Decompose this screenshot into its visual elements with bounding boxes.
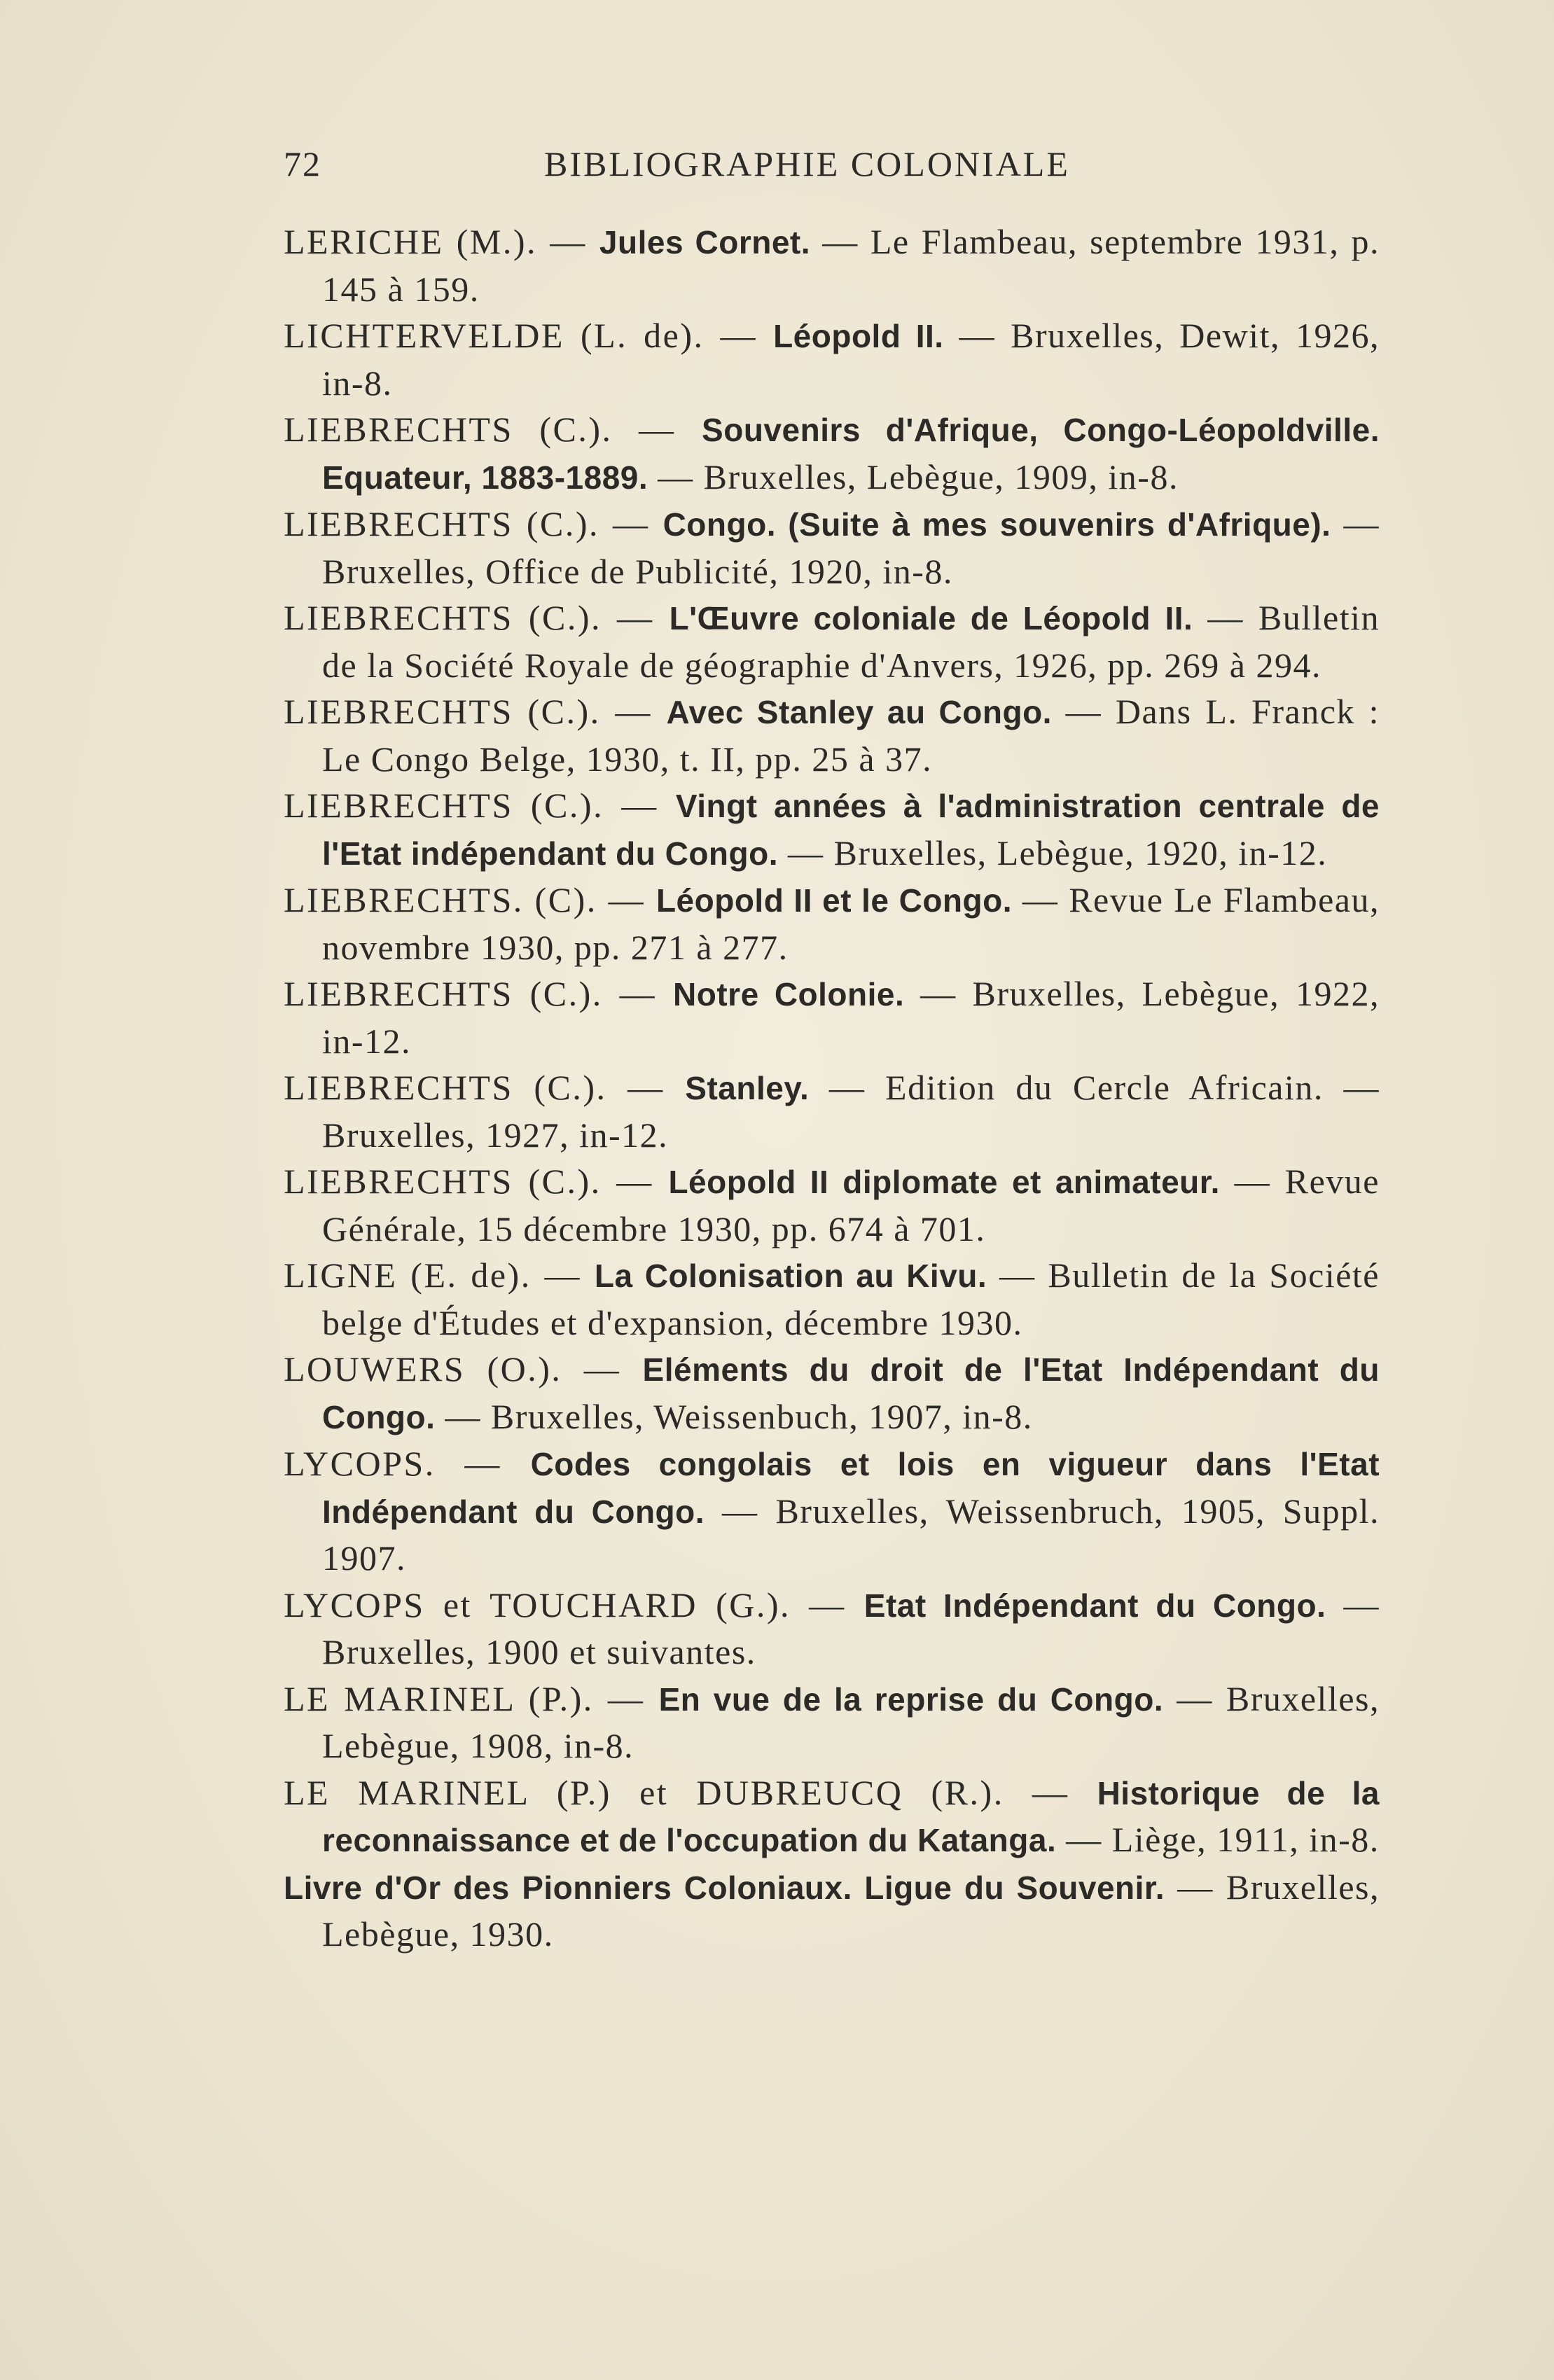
entry-title: Souvenirs d'Afrique, Congo-Léopoldville. Equateur, 1883-1889. <box>322 412 1380 496</box>
entry-publication: — Bruxelles, Weissenbruch, 1905, Suppl. 1907. <box>322 1491 1380 1578</box>
entry-author: LIEBRECHTS (C.). — <box>284 504 663 543</box>
entry-publication: — Bruxelles, Lebègue, 1909, in-8. <box>648 457 1179 496</box>
entry-title: En vue de la reprise du Congo. <box>658 1680 1164 1718</box>
entry-author: LERICHE (M.). — <box>284 222 599 261</box>
entry-publication: — Le Flambeau, septembre 1931, p. 145 à 159. <box>322 222 1380 309</box>
entry-title: Jules Cornet. <box>599 224 811 260</box>
bibliography-entry <box>284 501 1380 594</box>
entry-title: Congo. (Suite à mes souvenirs d'Afrique). <box>662 506 1331 543</box>
entry-title: Eléments du droit de l'Etat Indépendant du Congo. <box>322 1351 1380 1435</box>
bibliography-entry <box>284 1064 1380 1158</box>
bibliography-entry <box>284 312 1380 406</box>
bibliography-entry <box>284 1252 1380 1346</box>
entry-title: Stanley. <box>685 1070 810 1106</box>
entry-title: Notre Colonie. <box>673 976 905 1012</box>
bibliography-entry <box>284 877 1380 970</box>
running-title: BIBLIOGRAPHIE COLONIALE <box>544 144 1070 183</box>
entry-author: LE MARINEL (P.) et DUBREUCQ (R.). — <box>284 1772 1097 1812</box>
entry-author: LE MARINEL (P.). — <box>284 1678 659 1718</box>
entry-author: LIEBRECHTS (C.). — <box>284 692 667 731</box>
entry-publication: — Bruxelles, Lebègue, 1930. <box>322 1867 1380 1954</box>
entry-title: Vingt années à l'administration centrale de l'Etat indépendant du Congo. <box>322 788 1380 872</box>
entry-author: LYCOPS. — <box>284 1444 531 1483</box>
entry-title: Livre d'Or des Pionniers Coloniaux. Ligue du Souvenir. <box>284 1869 1165 1906</box>
entry-author: LOUWERS (O.). — <box>284 1349 643 1389</box>
bibliography-entry <box>284 1769 1380 1864</box>
entry-author: LYCOPS et TOUCHARD (G.). — <box>284 1585 864 1624</box>
entry-title: Léopold II diplomate et animateur. <box>668 1164 1220 1200</box>
page-header <box>284 144 1376 193</box>
bibliography-entry <box>284 1676 1380 1769</box>
entry-title: Léopold II. <box>773 318 944 354</box>
entry-publication: — Bruxelles, Lebègue, 1920, in-12. <box>778 833 1328 872</box>
entry-publication: — Edition du Cercle Africain. — Bruxelles, 1927, in-12. <box>322 1068 1380 1155</box>
entry-author: LIEBRECHTS (C.). — <box>284 598 670 637</box>
entry-publication: — Bulletin de la Société belge d'Études et d'expansion, décembre 1930. <box>322 1255 1380 1342</box>
entry-title: L'Œuvre coloniale de Léopold II. <box>669 600 1193 636</box>
entry-title: Historique de la reconnaissance et de l'occupation du Katanga. <box>322 1774 1380 1858</box>
entry-author: LIEBRECHTS. (C). — <box>284 880 656 919</box>
entry-publication: — Revue Générale, 15 décembre 1930, pp. 674 à 701. <box>322 1162 1380 1248</box>
entry-author: LIEBRECHTS (C.). — <box>284 786 676 825</box>
entry-author: LIEBRECHTS (C.). — <box>284 1162 669 1201</box>
entry-publication: — Bruxelles, Dewit, 1926, in-8. <box>322 316 1380 403</box>
entry-author: LIGNE (E. de). — <box>284 1255 595 1295</box>
bibliography-entry <box>284 1582 1380 1676</box>
bibliography-entry <box>284 1346 1380 1440</box>
page-number: 72 <box>284 144 321 183</box>
entry-publication: — Revue Le Flambeau, novembre 1930, pp. 271 à 277. <box>322 880 1380 967</box>
bibliography-entry <box>284 970 1380 1064</box>
entry-publication: — Dans L. Franck : Le Congo Belge, 1930, t. II, pp. 25 à 37. <box>322 692 1380 779</box>
entry-publication: — Bruxelles, Lebègue, 1922, in-12. <box>322 974 1380 1061</box>
bibliography-entry <box>284 1864 1380 1958</box>
entry-title: Avec Stanley au Congo. <box>666 694 1052 730</box>
entry-title: Etat Indépendant du Congo. <box>863 1587 1326 1624</box>
entry-author: LIEBRECHTS (C.). — <box>284 1068 686 1107</box>
bibliography-entry <box>284 406 1380 501</box>
entry-title: Léopold II et le Congo. <box>655 882 1013 919</box>
entry-author: LIEBRECHTS (C.). — <box>284 410 702 449</box>
entry-publication: — Bruxelles, Weissenbuch, 1907, in-8. <box>435 1396 1033 1436</box>
bibliography-entry <box>284 594 1380 688</box>
bibliography-entry <box>284 688 1380 782</box>
entry-title: La Colonisation au Kivu. <box>594 1258 987 1294</box>
entry-publication: — Bulletin de la Société Royale de géographie d'Anvers, 1926, pp. 269 à 294. <box>322 598 1380 685</box>
bibliography-entry <box>284 1158 1380 1252</box>
bibliography-entry <box>284 1440 1380 1582</box>
bibliography-list <box>284 218 1380 1958</box>
entry-author: LICHTERVELDE (L. de). — <box>284 316 774 355</box>
bibliography-entry <box>284 782 1380 877</box>
entry-title: Codes congolais et lois en vigueur dans l'Etat Indépendant du Congo. <box>322 1446 1380 1530</box>
entry-publication: — Bruxelles, Office de Publicité, 1920, in-8. <box>322 504 1380 591</box>
entry-publication: — Bruxelles, Lebègue, 1908, in-8. <box>322 1678 1380 1765</box>
entry-publication: — Bruxelles, 1900 et suivantes. <box>322 1585 1380 1671</box>
entry-publication: — Liège, 1911, in-8. <box>1056 1820 1380 1859</box>
entry-author: LIEBRECHTS (C.). — <box>284 974 674 1013</box>
bibliography-entry <box>284 218 1380 312</box>
